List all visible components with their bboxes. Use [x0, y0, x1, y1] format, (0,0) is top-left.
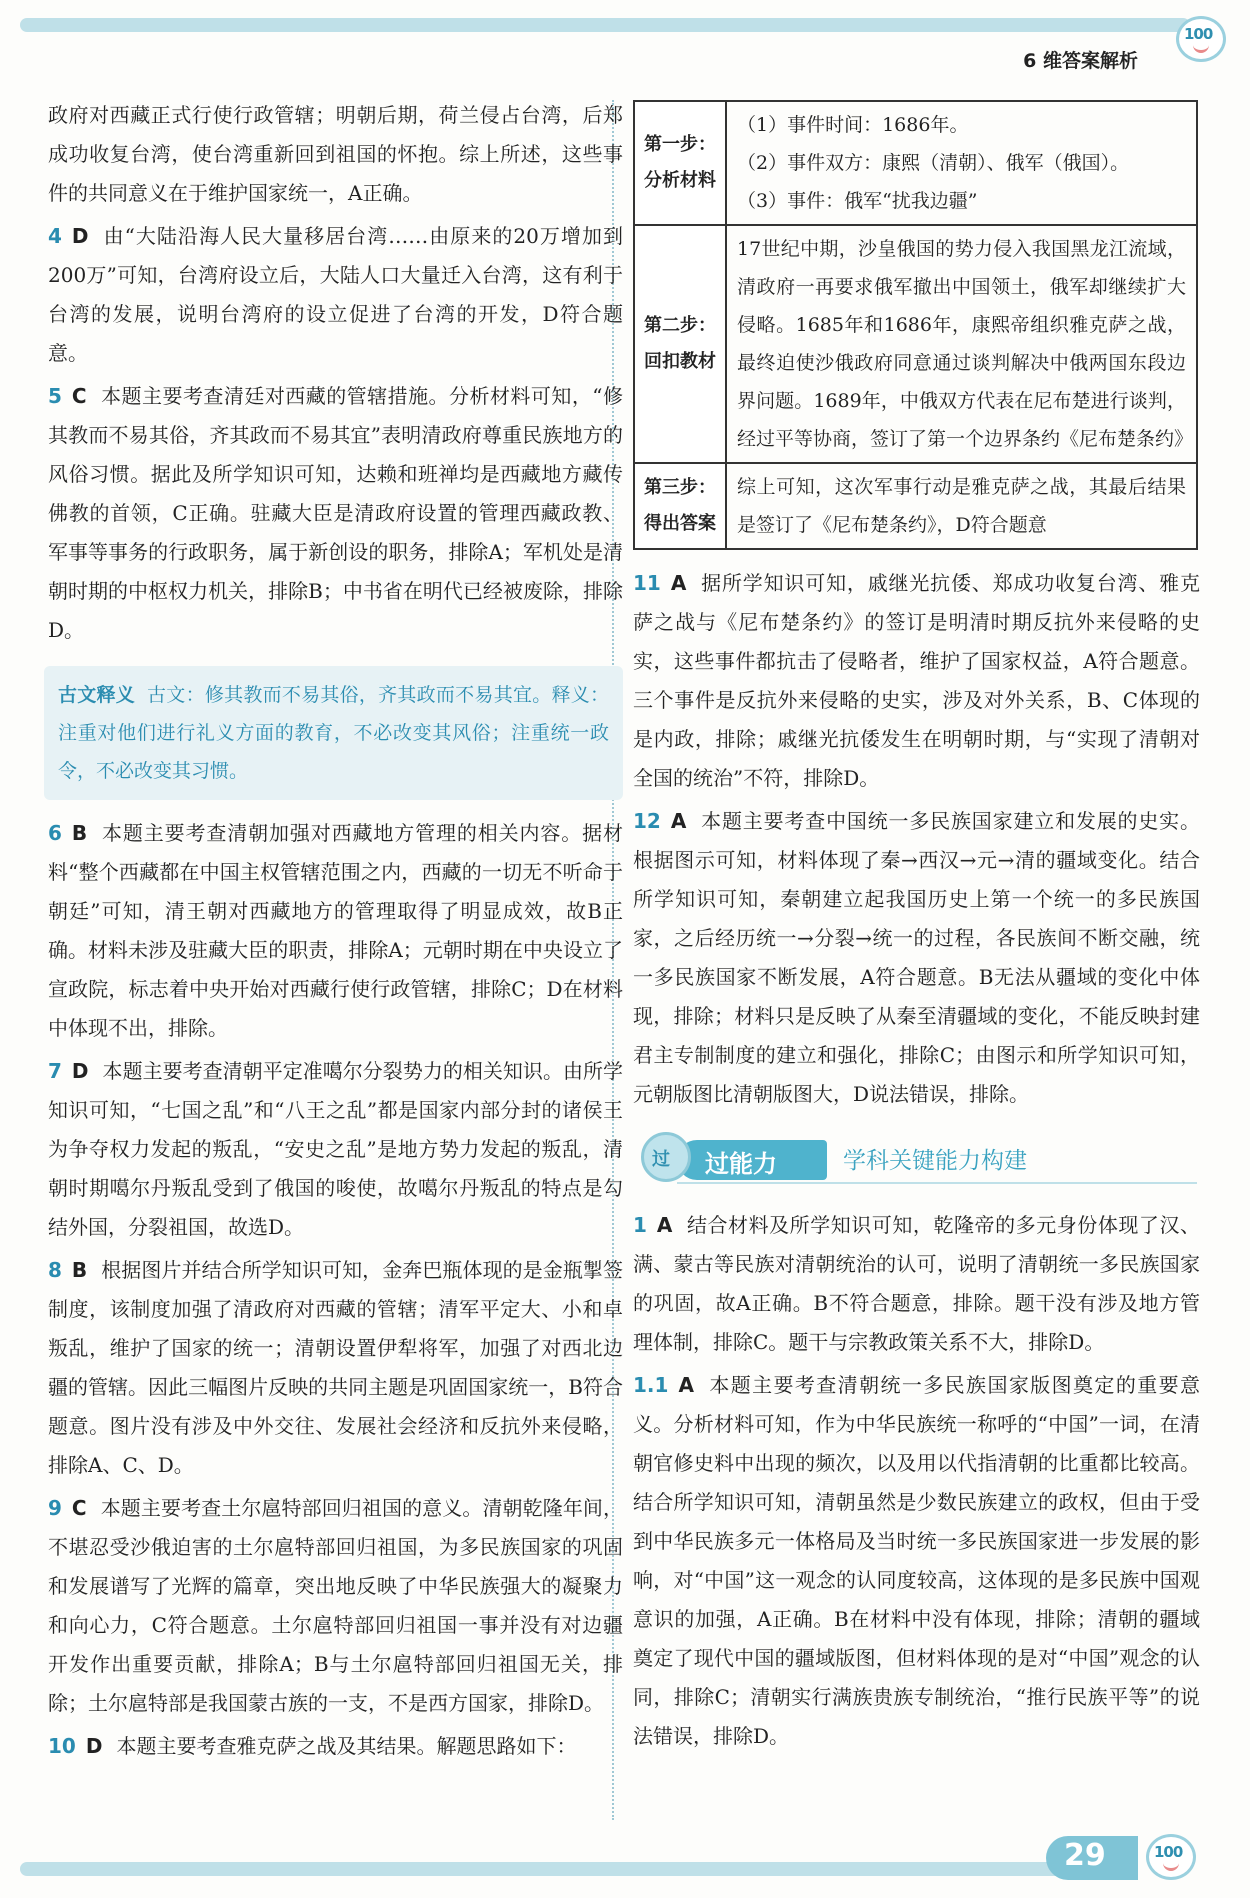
- answer-item-8: 8 B 根据图片并结合所学知识可知，金奔巴瓶体现的是金瓶掣签制度，该制度加强了清政府对西藏的管辖；清军平定大、小和卓叛乱，维护了国家的统一；清朝设置伊犁将军，加强了对西北边疆的管辖。因此三幅图片反映的共同主题是巩固国家统一，B符合题意。图片没有涉及中外交往、发展社会经济和反抗外来侵略，排除A、C、D。: [48, 1258, 623, 1477]
- bottom-decor-bar: [20, 1862, 1120, 1876]
- step-content: 综上可知，这次军事行动是雅克萨之战，其最后结果是签订了《尼布楚条约》，D符合题意: [726, 463, 1197, 549]
- section-banner: [633, 1128, 1200, 1192]
- step-row-1: [634, 101, 1197, 225]
- mascot-icon: 100: [1170, 10, 1232, 68]
- answer-item-6: 6 B 本题主要考查清朝加强对西藏地方管理的相关内容。据材料“整个西藏都在中国主权管辖范围之内，西藏的一切无不听命于朝廷”可知，清王朝对西藏地方的管理取得了明显成效，故B正确。材料未涉及驻藏大臣的职责，排除A；元朝时期在中央设立了宣政院，标志着中央开始对西藏行使行政管辖，排除C；D在材料中体现不出，排除。: [48, 821, 623, 1040]
- banner-bar: 过能力: [677, 1140, 827, 1180]
- step-content: （1）事件时间：1686年。 （2）事件双方：康熙（清朝）、俄军（俄国）。 （3）事件：俄军“扰我边疆”: [726, 101, 1197, 225]
- page-header-title: 6 维答案解析: [1023, 50, 1138, 72]
- banner-subtitle: 学科关键能力构建: [843, 1148, 1027, 1174]
- mascot-icon-footer: 100: [1140, 1828, 1202, 1886]
- step-label: 第二步：回扣教材: [634, 225, 726, 463]
- step-row-3: [634, 463, 1197, 549]
- answer-item-9: 9 C 本题主要考查土尔扈特部回归祖国的意义。清朝乾隆年间，不堪忍受沙俄迫害的土尔扈特部回归祖国，为多民族国家的巩固和发展谱写了光辉的篇章，突出地反映了中华民族强大的凝聚力和向心力，C符合题意。土尔扈特部回归祖国一事并没有对边疆开发作出重要贡献，排除A；B与土尔扈特部回归祖国无关，排除；土尔扈特部是我国蒙古族的一支，不是西方国家，排除D。: [48, 1496, 623, 1715]
- ability-item-1-1: 1.1 A 本题主要考查清朝统一多民族国家版图奠定的重要意义。分析材料可知，作为中华民族统一称呼的“中国”一词，在清朝官修史料中出现的频次，以及用以代指清朝的比重都比较高。结合所学知识可知，清朝虽然是少数民族建立的政权，但由于受到中华民族多元一体格局及当时统一多民族国家进一步发展的影响，对“中国”这一观念的认同度较高，这体现的是多民族中国观意识的加强，A正确。B在材料中没有体现，排除；清朝的疆域奠定了现代中国的疆域版图，但材料体现的是对“中国”观念的认同，排除C；清朝实行满族贵族专制统治，“推行民族平等”的说法错误，排除D。: [633, 1373, 1200, 1748]
- top-decor-bar: [20, 18, 1190, 32]
- left-column: [48, 96, 623, 1770]
- answer-item-12: 12 A 本题主要考查中国统一多民族国家建立和发展的史实。根据图示可知，材料体现了秦→西汉→元→清的疆域变化。结合所学知识可知，秦朝建立起我国历史上第一个统一的多民族国家，之后经历统一→分裂→统一的过程，各民族间不断交融，统一多民族国家不断发展，A符合题意。B无法从疆域的变化中体现，排除；材料只是反映了从秦至清疆域的变化，不能反映封建君主专制制度的建立和强化，排除C；由图示和所学知识可知，元朝版图比清朝版图大，D说法错误，排除。: [633, 809, 1200, 1106]
- answer-item-10: 10 D 本题主要考查雅克萨之战及其结果。解题思路如下：: [48, 1734, 577, 1758]
- answer-continued: 政府对西藏正式行使行政管辖；明朝后期，荷兰侵占台湾，后郑成功收复台湾，使台湾重新回到祖国的怀抱。综上所述，这些事件的共同意义在于维护国家统一，A正确。: [48, 103, 623, 205]
- step-row-2: [634, 225, 1197, 463]
- step-label: 第一步：分析材料: [634, 101, 726, 225]
- answer-item-5: 5 C 本题主要考查清廷对西藏的管辖措施。分析材料可知，“修其教而不易其俗，齐其政而不易其宜”表明清政府尊重民族地方的风俗习惯。据此及所学知识可知，达赖和班禅均是西藏地方藏传佛教的首领，C正确。驻藏大臣是清政府设置的管理西藏政教、军事等事务的行政职务，属于新创设的职务，排除A；军机处是清朝时期的中枢权力机关，排除B；中书省在明代已经被废除，排除D。: [48, 384, 623, 642]
- answer-item-4: 4 D 由“大陆沿海人民大量移居台湾……由原来的20万增加到200万”可知，台湾府设立后，大陆人口大量迁入台湾，这有利于台湾的发展，说明台湾府的设立促进了台湾的开发，D符合题意。: [48, 224, 623, 365]
- right-column: [633, 96, 1200, 1760]
- ability-item-1: 1 A 结合材料及所学知识可知，乾隆帝的多元身份体现了汉、满、蒙古等民族对清朝统治的认可，说明了清朝统一多民族国家的巩固，故A正确。B不符合题意，排除。题干没有涉及地方管理体制，排除C。题干与宗教政策关系不大，排除D。: [633, 1213, 1200, 1354]
- page-number: 29: [1046, 1836, 1138, 1880]
- solution-steps-table: [633, 100, 1198, 550]
- answer-item-11: 11 A 据所学知识可知，戚继光抗倭、郑成功收复台湾、雅克萨之战与《尼布楚条约》的签订是明清时期反抗外来侵略的史实，这些事件都抗击了侵略者，维护了国家权益，A符合题意。三个事件是反抗外来侵略的史实，涉及对外关系，B、C体现的是内政，排除；戚继光抗倭发生在明朝时期，与“实现了清朝对全国的统治”不符，排除D。: [633, 571, 1200, 790]
- step-content: 17世纪中期，沙皇俄国的势力侵入我国黑龙江流域，清政府一再要求俄军撤出中国领土，俄军却继续扩大侵略。1685年和1686年，康熙帝组织雅克萨之战，最终迫使沙俄政府同意通过谈判解决中俄两国东段边界问题。1689年，中俄双方代表在尼布楚进行谈判，经过平等协商，签订了第一个边界条约《尼布楚条约》: [726, 225, 1197, 463]
- star-badge-icon: 过: [641, 1132, 691, 1182]
- classical-text-note: 古文释义 古文：修其教而不易其俗，齐其政而不易其宜。释义：注重对他们进行礼义方面的教育，不必改变其风俗；注重统一政令，不必改变其习惯。: [44, 666, 623, 800]
- step-label: 第三步：得出答案: [634, 463, 726, 549]
- answer-item-7: 7 D 本题主要考查清朝平定准噶尔分裂势力的相关知识。由所学知识可知，“七国之乱”和“八王之乱”都是国家内部分封的诸侯王为争夺权力发起的叛乱，“安史之乱”是地方势力发起的叛乱，清朝时期噶尔丹叛乱受到了俄国的唆使，故噶尔丹叛乱的特点是勾结外国，分裂祖国，故选D。: [48, 1059, 623, 1239]
